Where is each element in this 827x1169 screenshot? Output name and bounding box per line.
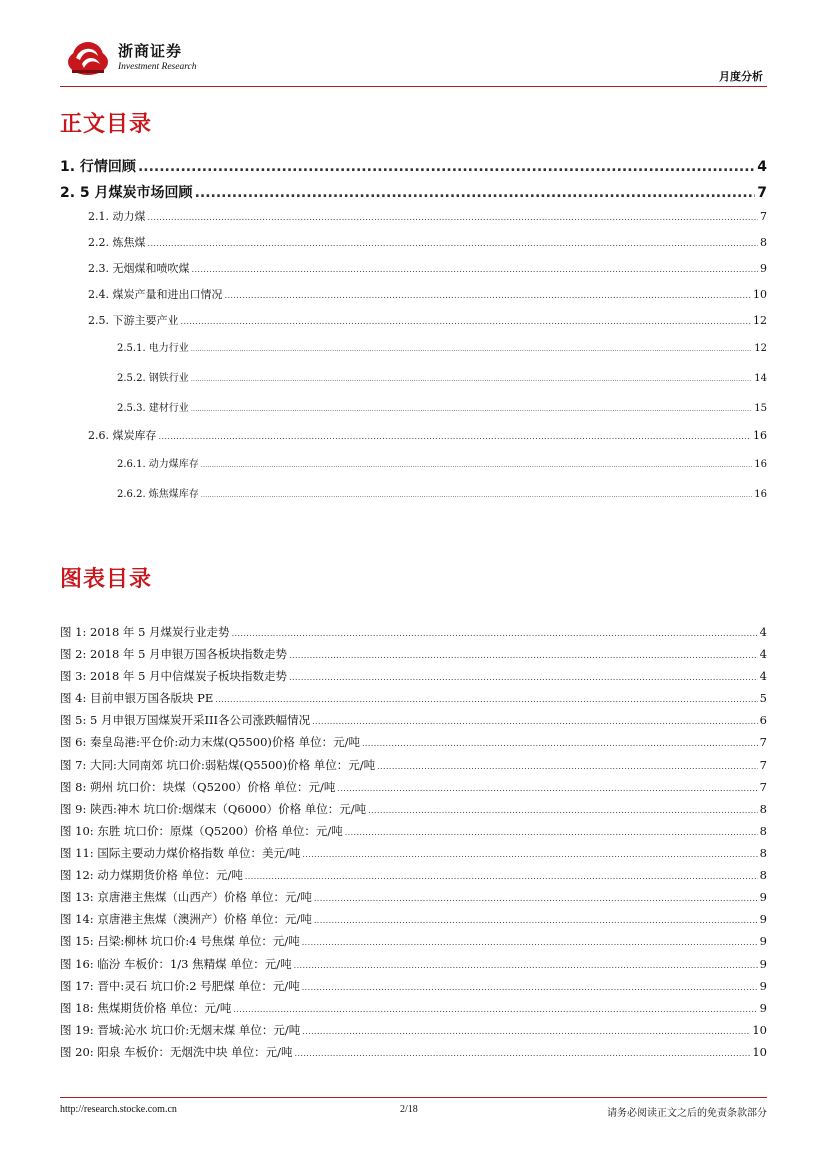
figure-entry-label: 图 16: 临汾 车板价：1/3 焦精煤 单位：元/吨	[60, 957, 292, 971]
figure-entry-page: 7	[759, 780, 767, 794]
figure-entry-label: 图 20: 阳泉 车板价：无烟洗中块 单位：元/吨	[60, 1045, 293, 1059]
figure-entry-label: 图 11: 国际主要动力煤价格指数 单位：美元/吨	[60, 846, 301, 860]
leader-dots	[181, 317, 752, 326]
figure-entry-page: 8	[759, 868, 767, 882]
toc-entry-page: 15	[754, 403, 767, 414]
toc-entry[interactable]	[117, 455, 767, 470]
figure-list-title: 图表目录	[60, 567, 153, 592]
figure-entry-label: 图 6: 秦皇岛港:平仓价:动力末煤(Q5500)价格 单位：元/吨	[60, 735, 360, 749]
toc-entry[interactable]	[60, 182, 767, 202]
toc-entry[interactable]	[88, 427, 767, 443]
toc-entry[interactable]	[88, 208, 767, 224]
figure-entry-page: 9	[759, 1001, 767, 1015]
figure-entry-page: 7	[759, 735, 767, 749]
footer-page-number: 2/18	[400, 1104, 418, 1115]
figure-entry-page: 5	[759, 691, 767, 705]
figure-entry-page: 9	[759, 979, 767, 993]
leader-dots	[337, 784, 757, 793]
toc-entry-label: 2.5.1. 电力行业	[117, 343, 189, 354]
leader-dots	[289, 673, 758, 682]
toc-entry[interactable]	[60, 156, 767, 176]
leader-dots	[201, 492, 752, 499]
leader-dots	[302, 1027, 750, 1036]
figure-entry-label: 图 17: 晋中:灵石 坑口价:2 号肥煤 单位：元/吨	[60, 979, 300, 993]
leader-dots	[362, 739, 758, 748]
page-header	[60, 36, 767, 88]
leader-dots	[191, 406, 752, 413]
figure-entry[interactable]	[60, 911, 767, 927]
figure-entry-page: 10	[752, 1023, 767, 1037]
zheshang-logo-icon	[66, 38, 110, 78]
leader-dots	[302, 850, 757, 859]
figure-entry-page: 7	[759, 758, 767, 772]
leader-dots	[201, 462, 752, 469]
figure-entry[interactable]	[60, 889, 767, 905]
toc-entry-label: 2.1. 动力煤	[88, 210, 146, 223]
footer-disclaimer: 请务必阅读正文之后的免责条款部分	[607, 1108, 767, 1119]
figure-entry[interactable]	[60, 624, 767, 640]
figure-entry-label: 图 2: 2018 年 5 月申银万国各板块指数走势	[60, 647, 288, 661]
toc-entry-label: 2.6.2. 炼焦煤库存	[117, 489, 199, 500]
toc-entry[interactable]	[117, 369, 767, 384]
figure-entry[interactable]	[60, 978, 767, 994]
figure-entry[interactable]	[60, 867, 767, 883]
figure-entry[interactable]	[60, 1000, 767, 1016]
leader-dots	[215, 695, 757, 704]
toc-entry-label: 1. 行情回顾	[60, 159, 136, 175]
brand-name-en: Investment Research	[118, 62, 197, 72]
toc-entry[interactable]	[88, 234, 767, 250]
figure-entry-label: 图 8: 朔州 坑口价：块煤（Q5200）价格 单位：元/吨	[60, 780, 336, 794]
toc-entry-page: 9	[760, 262, 767, 275]
leader-dots	[148, 239, 759, 248]
toc-entry-page: 12	[753, 314, 767, 327]
leader-dots	[368, 806, 758, 815]
toc-entry-page: 8	[760, 236, 767, 249]
toc-entry-label: 2.2. 炼焦煤	[88, 236, 146, 249]
toc-entry-page: 16	[753, 429, 767, 442]
leader-dots	[195, 185, 756, 201]
figure-entry-label: 图 13: 京唐港主焦煤（山西产）价格 单位：元/吨	[60, 890, 312, 904]
leader-dots	[148, 213, 759, 222]
toc-entry-page: 12	[754, 343, 767, 354]
figure-entry[interactable]	[60, 734, 767, 750]
leader-dots	[225, 291, 752, 300]
figure-entry[interactable]	[60, 801, 767, 817]
toc-entry-label: 2.6.1. 动力煤库存	[117, 459, 199, 470]
leader-dots	[191, 376, 752, 383]
figure-entry[interactable]	[60, 757, 767, 773]
figure-entry-page: 8	[759, 824, 767, 838]
leader-dots	[159, 432, 752, 441]
figure-entry-page: 8	[759, 846, 767, 860]
leader-dots	[345, 828, 758, 837]
figure-entry[interactable]	[60, 779, 767, 795]
footer-url-link[interactable]: http://research.stocke.com.cn	[60, 1104, 177, 1115]
figure-entry-page: 4	[759, 647, 767, 661]
figure-entry-label: 图 9: 陕西:神木 坑口价:烟煤末（Q6000）价格 单位：元/吨	[60, 802, 367, 816]
figure-entry[interactable]	[60, 646, 767, 662]
figure-entry-label: 图 4: 目前申银万国各版块 PE	[60, 691, 214, 705]
leader-dots	[312, 717, 758, 726]
figure-entry-page: 4	[759, 669, 767, 683]
figure-entry-page: 9	[759, 890, 767, 904]
toc-entry-page: 10	[753, 288, 767, 301]
leader-dots	[191, 346, 752, 353]
toc-entry-label: 2.4. 煤炭产量和进出口情况	[88, 288, 223, 301]
toc-entry-label: 2.3. 无烟煤和喷吹煤	[88, 262, 190, 275]
leader-dots	[192, 265, 759, 274]
figure-entry[interactable]	[60, 1022, 767, 1038]
footer-divider	[60, 1097, 767, 1098]
toc-entry[interactable]	[88, 260, 767, 276]
figure-entry-label: 图 15: 吕梁:柳林 坑口价:4 号焦煤 单位：元/吨	[60, 934, 300, 948]
figure-entry-label: 图 14: 京唐港主焦煤（澳洲产）价格 单位：元/吨	[60, 912, 312, 926]
figure-entry-page: 8	[759, 802, 767, 816]
brand-name-cn: 浙商证券	[118, 42, 183, 60]
figure-entry-label: 图 19: 晋城:沁水 坑口价:无烟末煤 单位：元/吨	[60, 1023, 301, 1037]
header-divider	[60, 86, 767, 87]
figure-entry-label: 图 10: 东胜 坑口价：原煤（Q5200）价格 单位：元/吨	[60, 824, 343, 838]
toc-entry-page: 4	[757, 159, 767, 175]
figure-entry-page: 10	[752, 1045, 767, 1059]
figure-entry-label: 图 7: 大同:大同南郊 坑口价:弱粘煤(Q5500)价格 单位：元/吨	[60, 758, 376, 772]
figure-entry-page: 9	[759, 912, 767, 926]
figure-entry[interactable]	[60, 712, 767, 728]
toc-entry[interactable]	[117, 339, 767, 354]
toc-entry-label: 2.5. 下游主要产业	[88, 314, 179, 327]
leader-dots	[314, 894, 758, 903]
figure-entry-label: 图 12: 动力煤期货价格 单位：元/吨	[60, 868, 243, 882]
figure-entry-label: 图 1: 2018 年 5 月煤炭行业走势	[60, 625, 230, 639]
toc-entry-page: 7	[760, 210, 767, 223]
report-type-label: 月度分析	[719, 70, 763, 83]
figure-entry[interactable]	[60, 933, 767, 949]
toc-entry[interactable]	[88, 286, 767, 302]
figure-entry-label: 图 5: 5 月申银万国煤炭开采III各公司涨跌幅情况	[60, 713, 311, 727]
leader-dots	[245, 872, 758, 881]
toc-entry[interactable]	[117, 485, 767, 500]
figure-entry[interactable]	[60, 1044, 767, 1060]
leader-dots	[377, 762, 758, 771]
figure-entry[interactable]	[60, 845, 767, 861]
leader-dots	[302, 938, 758, 947]
figure-entry[interactable]	[60, 668, 767, 684]
figure-entry[interactable]	[60, 956, 767, 972]
toc-entry-page: 16	[754, 489, 767, 500]
toc-title: 正文目录	[60, 112, 153, 137]
figure-entry-page: 9	[759, 957, 767, 971]
toc-entry-label: 2.6. 煤炭库存	[88, 429, 157, 442]
figure-entry-page: 6	[759, 713, 767, 727]
figure-entry[interactable]	[60, 823, 767, 839]
figure-entry-label: 图 3: 2018 年 5 月中信煤炭子板块指数走势	[60, 669, 288, 683]
leader-dots	[289, 651, 758, 660]
toc-entry[interactable]	[117, 399, 767, 414]
leader-dots	[302, 983, 758, 992]
leader-dots	[294, 961, 758, 970]
leader-dots	[295, 1049, 751, 1058]
toc-entry-page: 7	[757, 185, 767, 201]
brand-block	[118, 40, 197, 72]
figure-entry-page: 9	[759, 934, 767, 948]
leader-dots	[233, 1005, 757, 1014]
toc-entry-label: 2.5.3. 建材行业	[117, 403, 189, 414]
figure-entry-label: 图 18: 焦煤期货价格 单位：元/吨	[60, 1001, 232, 1015]
toc-entry[interactable]	[88, 312, 767, 328]
toc-entry-label: 2.5.2. 钢铁行业	[117, 373, 189, 384]
figure-entry-page: 4	[759, 625, 767, 639]
figure-entry[interactable]	[60, 690, 767, 706]
toc-entry-page: 14	[754, 373, 767, 384]
toc-entry-page: 16	[754, 459, 767, 470]
leader-dots	[314, 916, 758, 925]
leader-dots	[138, 159, 755, 175]
leader-dots	[232, 629, 758, 638]
toc-entry-label: 2. 5 月煤炭市场回顾	[60, 185, 193, 201]
